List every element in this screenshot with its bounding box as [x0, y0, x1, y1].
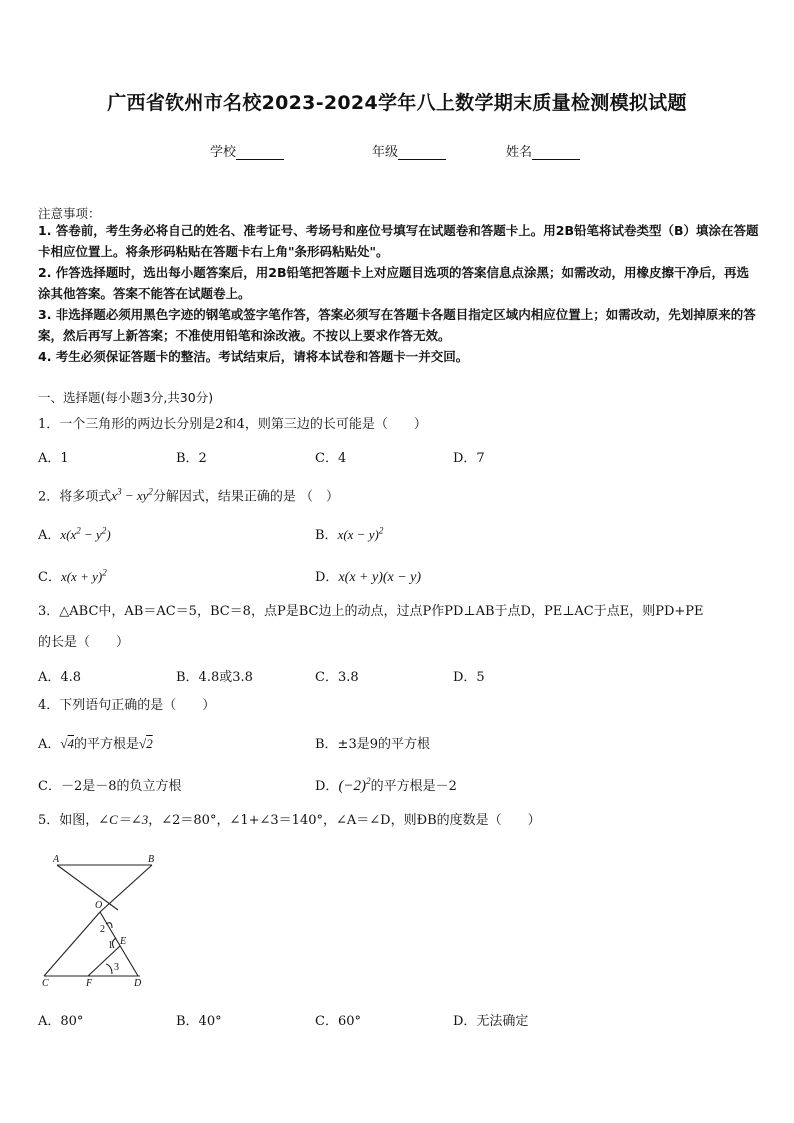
notice-item-1: 1. 答卷前，考生务必将自己的姓名、准考证号、考场号和座位号填写在试题卷和答题卡上。用2B铅笔将试卷类型（B）填涂在答题卡相应位置上。将条形码粘贴在答题卡右上角"条形码粘贴处"。	[38, 223, 759, 259]
label-o: O	[95, 900, 103, 911]
question-5-stem: 5．如图，∠C＝∠3，∠2＝80°，∠1+∠3＝140°，∠A＝∠D，则ÐB的度数是（ ）	[38, 812, 541, 828]
school-field	[210, 141, 284, 160]
q2-stem-prefix: 2．将多项式	[38, 489, 112, 505]
grade-field	[372, 141, 446, 160]
school-blank	[236, 147, 284, 160]
notice-item-2: 2. 作答选择题时，选出每小题答案后，用2B铅笔把答题卡上对应题目选项的答案信息点涂黑；如需改动，用橡皮擦干净后，再选涂其他答案。答案不能答在试题卷上。	[38, 265, 750, 301]
question-3-stem-line2: 的长是（ ）	[38, 635, 130, 650]
q2-option-d: D．x(x + y)(x − y)	[315, 570, 422, 585]
label-angle-3: 3	[114, 962, 119, 973]
q2-stem-suffix: 分解因式，结果正确的是 （ ）	[152, 489, 340, 505]
q2-option-c: C．$x(x + y)^2$	[38, 567, 107, 585]
q2-option-b: B．$x(x - y)^2$	[315, 525, 384, 543]
q5-option-b: B．40°	[176, 1014, 222, 1029]
label-angle-2: 2	[100, 924, 105, 935]
q5-option-a: A．80°	[38, 1014, 84, 1029]
q3-option-c: C．3.8	[315, 670, 359, 685]
segment-bo	[100, 865, 152, 912]
q1-option-d: D．7	[453, 451, 485, 466]
q3-option-d: D．5	[453, 670, 485, 685]
name-blank	[532, 147, 580, 160]
q5-option-d: D．无法确定	[453, 1014, 529, 1029]
segment-co	[44, 912, 100, 976]
notice-item-3: 3. 非选择题必须用黑色字迹的钢笔或签字笔作答，答案必须写在答题卡各题目指定区域内相应位置上；如需改动，先划掉原来的答案，然后再写上新答案；不准使用铅笔和涂改液。不按以上要求作答无效。	[38, 307, 756, 343]
segment-od	[100, 912, 138, 976]
label-e: E	[120, 936, 127, 947]
page-title: 广西省钦州市名校2023-2024学年八上数学期末质量检测模拟试题	[107, 92, 687, 114]
section-heading: 一、选择题(每小题3分,共30分)	[38, 390, 214, 405]
q3-option-a: A．4.8	[38, 670, 82, 685]
q1-option-a: A．1	[38, 451, 69, 466]
q5-geometry-figure	[40, 852, 170, 987]
name-label: 姓名	[506, 145, 533, 160]
grade-blank	[398, 147, 446, 160]
q4-option-a: A．√4的平方根是√2	[38, 736, 153, 752]
q1-option-b: B．2	[176, 451, 207, 466]
q2-polynomial: $x^3 - xy^2$	[111, 487, 153, 504]
q4-option-d: D．$(-2)^2$的平方根是－2	[315, 776, 457, 794]
q4-option-b: B．±3是9的平方根	[315, 737, 430, 752]
q3-option-b: B．4.8或3.8	[176, 670, 253, 685]
angle-3-arc	[106, 964, 112, 974]
label-d: D	[134, 978, 142, 987]
label-c: C	[42, 978, 49, 987]
segment-ao	[57, 865, 118, 910]
question-1-stem: 1．一个三角形的两边长分别是2和4，则第三边的长可能是（ ）	[38, 417, 427, 432]
question-2-stem	[38, 483, 339, 506]
name-field	[506, 141, 580, 160]
grade-label: 年级	[372, 145, 399, 160]
label-a: A	[53, 854, 60, 865]
notice-heading: 注意事项：	[38, 206, 101, 221]
q5-option-c: C．60°	[315, 1014, 361, 1029]
label-angle-1: 1	[108, 940, 113, 951]
label-b: B	[148, 854, 155, 865]
q2-option-a: A．$x(x^2 - y^2)$	[38, 525, 111, 543]
q4-option-c: C．－2是－8的负立方根	[38, 779, 182, 794]
question-3-stem-line1: 3．△ABC中，AB＝AC＝5，BC＝8，点P是BC边上的动点，过点P作PD⊥AB于点D，PE⊥AC于点E，则PD+PE	[38, 604, 704, 619]
notice-item-4: 4. 考生必须保证答题卡的整洁。考试结束后，请将本试卷和答题卡一并交回。	[38, 349, 469, 364]
school-label: 学校	[210, 145, 237, 160]
label-f: F	[86, 978, 93, 987]
question-4-stem: 4．下列语句正确的是（ ）	[38, 698, 216, 713]
q1-option-c: C．4	[315, 451, 347, 466]
